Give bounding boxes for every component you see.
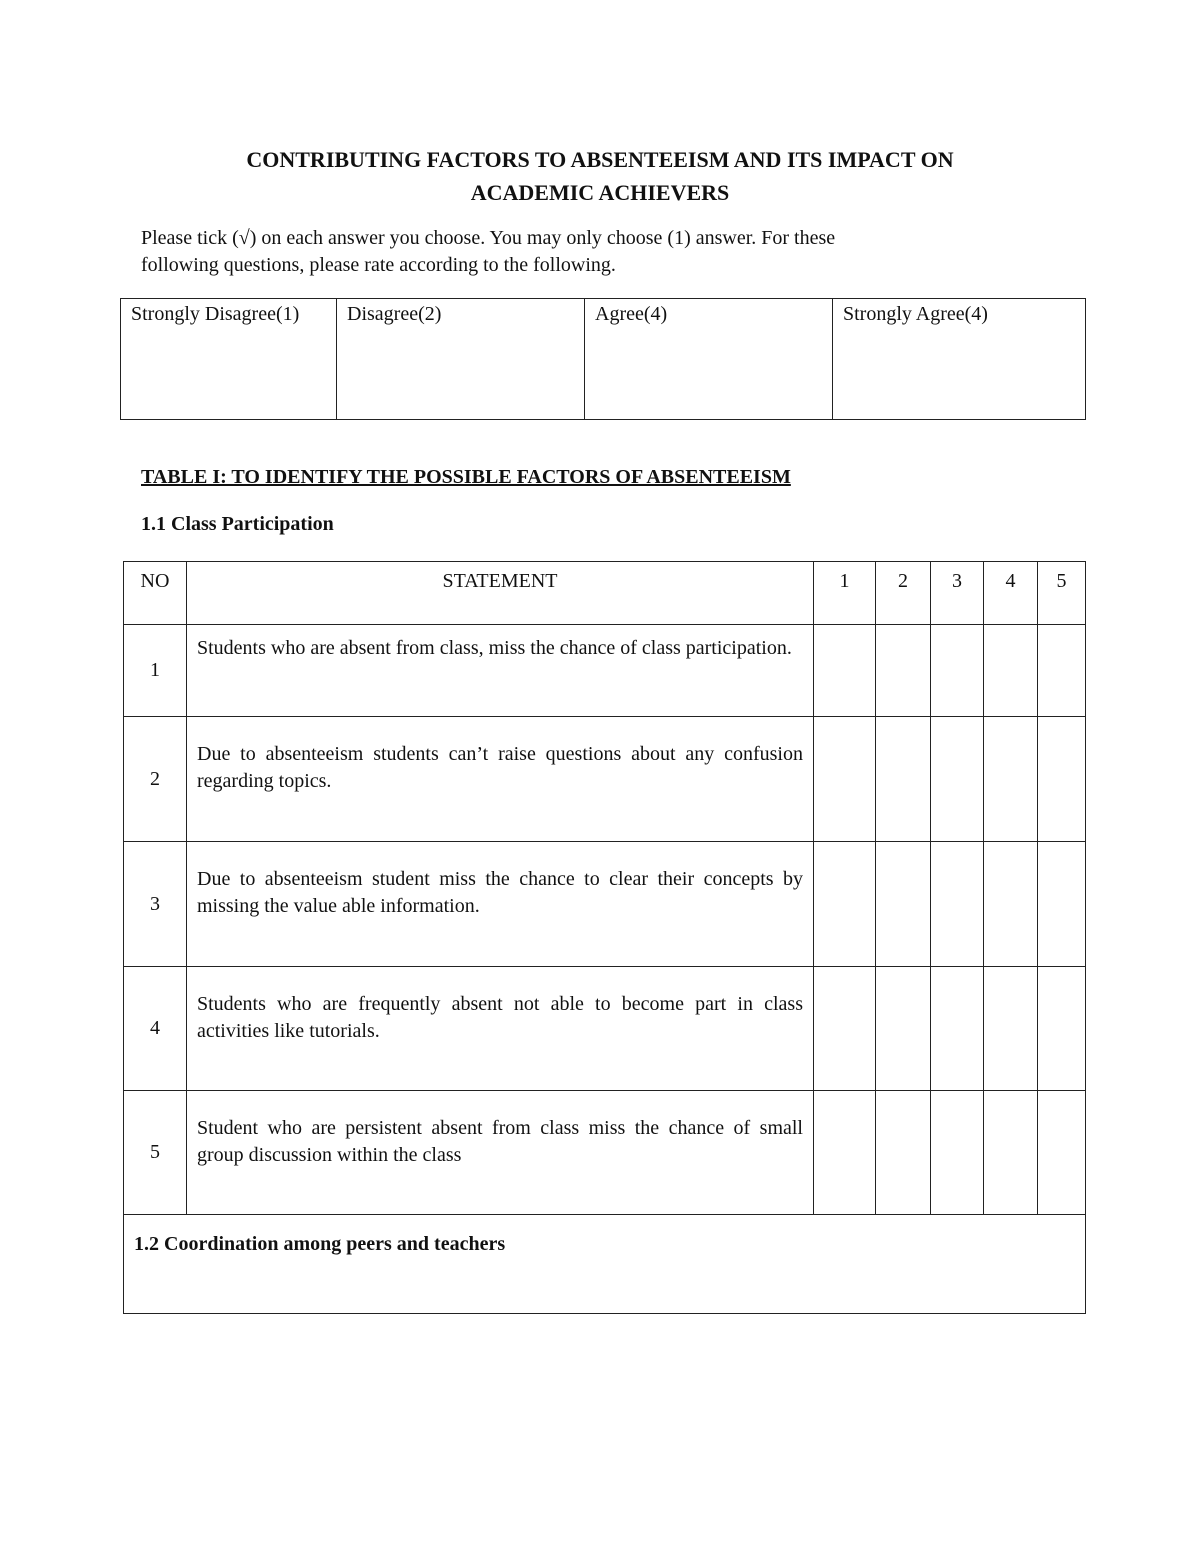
header-statement: STATEMENT bbox=[187, 562, 814, 625]
rating-cell-1[interactable] bbox=[814, 842, 876, 967]
rating-cell-3[interactable] bbox=[931, 967, 984, 1091]
rating-cell-5[interactable] bbox=[1038, 625, 1086, 717]
header-rating-4: 4 bbox=[984, 562, 1038, 625]
rating-cell-2[interactable] bbox=[876, 1091, 931, 1215]
rating-cell-4[interactable] bbox=[984, 967, 1038, 1091]
row-number: 4 bbox=[124, 967, 187, 1091]
title-line-1: CONTRIBUTING FACTORS TO ABSENTEEISM AND ITS IMPACT ON bbox=[246, 147, 954, 172]
rating-cell-3[interactable] bbox=[931, 717, 984, 842]
row-statement: Student who are persistent absent from class miss the chance of small group discussion within the class bbox=[187, 1091, 814, 1215]
table-row bbox=[124, 842, 1086, 967]
rating-cell-5[interactable] bbox=[1038, 967, 1086, 1091]
rating-cell-2[interactable] bbox=[876, 967, 931, 1091]
instructions bbox=[141, 225, 1021, 279]
rating-cell-1[interactable] bbox=[814, 717, 876, 842]
rating-cell-4[interactable] bbox=[984, 717, 1038, 842]
row-statement: Students who are frequently absent not able to become part in class activities like tutorials. bbox=[187, 967, 814, 1091]
document-title bbox=[120, 143, 1080, 209]
section-heading-1-2: 1.2 Coordination among peers and teachers bbox=[124, 1215, 1086, 1314]
section-heading-1-1: 1.1 Class Participation bbox=[141, 513, 334, 535]
header-no: NO bbox=[124, 562, 187, 625]
instruction-line-2: following questions, please rate according to the following. bbox=[141, 254, 616, 276]
rating-cell-1[interactable] bbox=[814, 1091, 876, 1215]
row-number: 2 bbox=[124, 717, 187, 842]
row-statement: Due to absenteeism students can’t raise questions about any confusion regarding topics. bbox=[187, 717, 814, 842]
rating-cell-1[interactable] bbox=[814, 625, 876, 717]
table-row bbox=[124, 717, 1086, 842]
title-line-2: ACADEMIC ACHIEVERS bbox=[470, 180, 730, 205]
table-heading: TABLE I: TO IDENTIFY THE POSSIBLE FACTORS OF ABSENTEEISM bbox=[141, 466, 791, 488]
scale-agree: Agree(4) bbox=[585, 299, 833, 420]
rating-cell-1[interactable] bbox=[814, 967, 876, 1091]
section-row-1-2 bbox=[124, 1215, 1086, 1314]
table-row bbox=[124, 967, 1086, 1091]
header-rating-3: 3 bbox=[931, 562, 984, 625]
rating-scale-row bbox=[121, 299, 1086, 420]
rating-cell-2[interactable] bbox=[876, 625, 931, 717]
row-number: 3 bbox=[124, 842, 187, 967]
rating-cell-3[interactable] bbox=[931, 842, 984, 967]
table-header-row bbox=[124, 562, 1086, 625]
rating-cell-5[interactable] bbox=[1038, 842, 1086, 967]
scale-strongly-disagree: Strongly Disagree(1) bbox=[121, 299, 337, 420]
row-number: 1 bbox=[124, 625, 187, 717]
rating-cell-4[interactable] bbox=[984, 625, 1038, 717]
table-row bbox=[124, 625, 1086, 717]
rating-cell-5[interactable] bbox=[1038, 1091, 1086, 1215]
rating-cell-2[interactable] bbox=[876, 717, 931, 842]
statements-table bbox=[123, 561, 1086, 1314]
rating-cell-3[interactable] bbox=[931, 1091, 984, 1215]
row-number: 5 bbox=[124, 1091, 187, 1215]
header-rating-1: 1 bbox=[814, 562, 876, 625]
table-row bbox=[124, 1091, 1086, 1215]
scale-disagree: Disagree(2) bbox=[337, 299, 585, 420]
rating-cell-2[interactable] bbox=[876, 842, 931, 967]
rating-cell-3[interactable] bbox=[931, 625, 984, 717]
row-statement: Due to absenteeism student miss the chance to clear their concepts by missing the value able information. bbox=[187, 842, 814, 967]
rating-cell-4[interactable] bbox=[984, 1091, 1038, 1215]
rating-scale-table bbox=[120, 298, 1086, 420]
rating-cell-4[interactable] bbox=[984, 842, 1038, 967]
row-statement: Students who are absent from class, miss the chance of class participation. bbox=[187, 625, 814, 717]
header-rating-5: 5 bbox=[1038, 562, 1086, 625]
instruction-line-1: Please tick (√) on each answer you choose. You may only choose (1) answer. For these bbox=[141, 227, 836, 249]
rating-cell-5[interactable] bbox=[1038, 717, 1086, 842]
header-rating-2: 2 bbox=[876, 562, 931, 625]
scale-strongly-agree: Strongly Agree(4) bbox=[833, 299, 1086, 420]
